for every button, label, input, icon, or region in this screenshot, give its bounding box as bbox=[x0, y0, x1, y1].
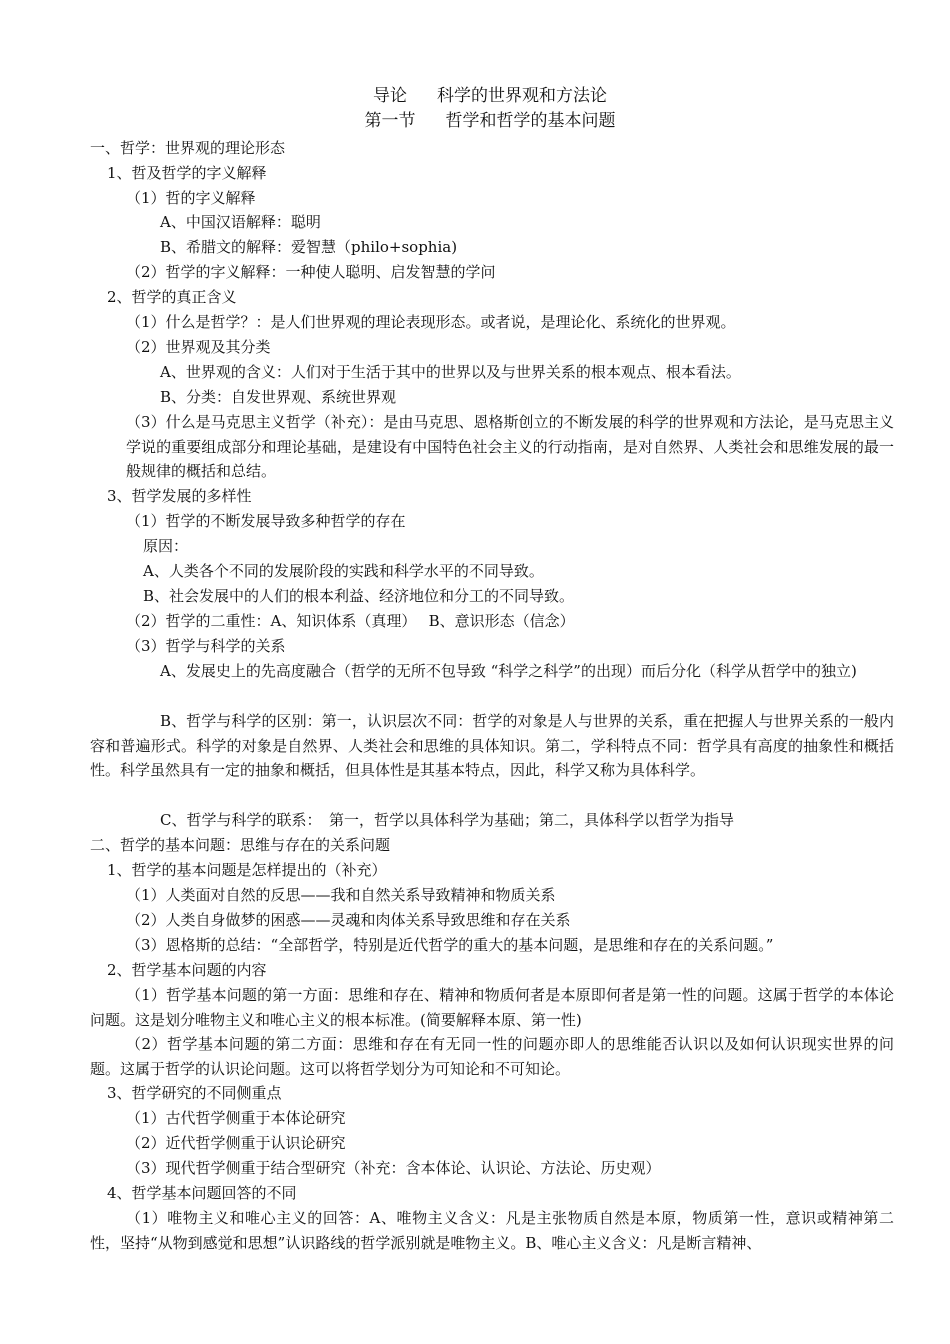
heading-1: 一、哲学：世界观的理论形态 bbox=[90, 139, 286, 157]
item-1-1-1a: A、中国汉语解释：聪明 bbox=[160, 213, 321, 231]
subheading-2-4: 4、哲学基本问题回答的不同 bbox=[107, 1184, 297, 1202]
item-1-3-1-reason: 原因： bbox=[143, 537, 189, 555]
item-2-4-1: （1）唯物主义和唯心主义的回答：A、唯物主义含义：凡是主张物质自然是本原，物质第一性，意识或精神第二性，坚持“从物到感觉和思想”认识路线的哲学派别就是唯物主义。B、唯心主义含义：凡是断言精神、 bbox=[90, 1209, 894, 1252]
item-2-3-2: （2）近代哲学侧重于认识论研究 bbox=[126, 1134, 346, 1152]
item-1-3-3: （3）哲学与科学的关系 bbox=[126, 637, 286, 655]
item-1-3-1: （1）哲学的不断发展导致多种哲学的存在 bbox=[126, 512, 406, 530]
item-2-1-1: （1）人类面对自然的反思——我和自然关系导致精神和物质关系 bbox=[126, 886, 556, 904]
subheading-2-3: 3、哲学研究的不同侧重点 bbox=[107, 1084, 282, 1102]
subheading-1-1: 1、哲及哲学的字义解释 bbox=[107, 164, 267, 182]
subheading-2-2: 2、哲学基本问题的内容 bbox=[107, 961, 267, 979]
item-2-1-3: （3）恩格斯的总结：“全部哲学，特别是近代哲学的重大的基本问题，是思维和存在的关系问题。” bbox=[126, 936, 774, 954]
item-2-2-2: （2）哲学基本问题的第二方面：思维和存在有无同一性的问题亦即人的思维能否认识以及如何认识现实世界的问题。这属于哲学的认识论问题。这可以将哲学划分为可知论和不可知论。 bbox=[90, 1035, 894, 1078]
item-1-2-2b: B、分类：自发世界观、系统世界观 bbox=[160, 388, 397, 406]
item-1-1-1b: B、希腊文的解释：爱智慧（philo+sophia) bbox=[160, 238, 458, 256]
item-1-2-2: （2）世界观及其分类 bbox=[126, 338, 271, 356]
item-1-2-2a: A、世界观的含义：人们对于生活于其中的世界以及与世界关系的根本观点、根本看法。 bbox=[160, 363, 741, 381]
section-text: 哲学和哲学的基本问题 bbox=[445, 111, 616, 131]
section-number: 第一节 bbox=[364, 111, 416, 131]
item-2-3-3: （3）现代哲学侧重于结合型研究（补充：含本体论、认识论、方法论、历史观） bbox=[126, 1159, 661, 1177]
item-1-1-1: （1）哲的字义解释 bbox=[126, 189, 256, 207]
subheading-2-1: 1、哲学的基本问题是怎样提出的（补充） bbox=[107, 861, 387, 879]
section-title bbox=[0, 109, 950, 134]
item-1-3-3b: B、哲学与科学的区别：第一，认识层次不同：哲学的对象是人与世界的关系，重在把握人与世界关系的一般内容和普遍形式。科学的对象是自然界、人类社会和思维的具体知识。第二，学科特点不同：哲学具有高度的抽象性和概括性。科学虽然具有一定的抽象和概括，但具体性是其基本特点，因此，科学又称为具体科学。 bbox=[90, 712, 894, 779]
title-chapter: 导论 bbox=[373, 86, 407, 106]
item-1-3-2: （2）哲学的二重性：A、知识体系（真理） B、意识形态（信念） bbox=[126, 612, 575, 630]
item-1-1-2: （2）哲学的字义解释：一种使人聪明、启发智慧的学问 bbox=[126, 263, 496, 281]
subheading-1-3: 3、哲学发展的多样性 bbox=[107, 487, 252, 505]
item-2-3-1: （1）古代哲学侧重于本体论研究 bbox=[126, 1109, 346, 1127]
item-1-2-3: （3）什么是马克思主义哲学（补充）：是由马克思、恩格斯创立的不断发展的科学的世界观和方法论，是马克思主义学说的重要组成部分和理论基础，是建设有中国特色社会主义的行动指南，是对自然界、人类社会和思维发展的最一般规律的概括和总结。 bbox=[126, 413, 894, 480]
item-1-3-3a: A、发展史上的先高度融合（哲学的无所不包导致 “科学之科学”的出现）而后分化（科学从哲学中的独立) bbox=[160, 662, 857, 680]
item-1-2-1: （1）什么是哲学？：是人们世界观的理论表现形态。或者说，是理论化、系统化的世界观。 bbox=[126, 313, 736, 331]
item-1-3-3c: C、哲学与科学的联系： 第一，哲学以具体科学为基础；第二，具体科学以哲学为指导 bbox=[160, 811, 734, 829]
document-title bbox=[0, 84, 950, 109]
subheading-1-2: 2、哲学的真正含义 bbox=[107, 288, 237, 306]
item-1-3-1a: A、人类各个不同的发展阶段的实践和科学水平的不同导致。 bbox=[143, 562, 544, 580]
heading-2: 二、哲学的基本问题：思维与存在的关系问题 bbox=[90, 836, 391, 854]
item-1-3-1b: B、社会发展中的人们的根本利益、经济地位和分工的不同导致。 bbox=[143, 587, 575, 605]
item-2-2-1: （1）哲学基本问题的第一方面：思维和存在、精神和物质何者是本原即何者是第一性的问题。这属于哲学的本体论问题。这是划分唯物主义和唯心主义的根本标准。(简要解释本原、第一性) bbox=[90, 986, 894, 1029]
title-text: 科学的世界观和方法论 bbox=[437, 86, 607, 106]
item-2-1-2: （2）人类自身做梦的困惑——灵魂和肉体关系导致思维和存在关系 bbox=[126, 911, 571, 929]
